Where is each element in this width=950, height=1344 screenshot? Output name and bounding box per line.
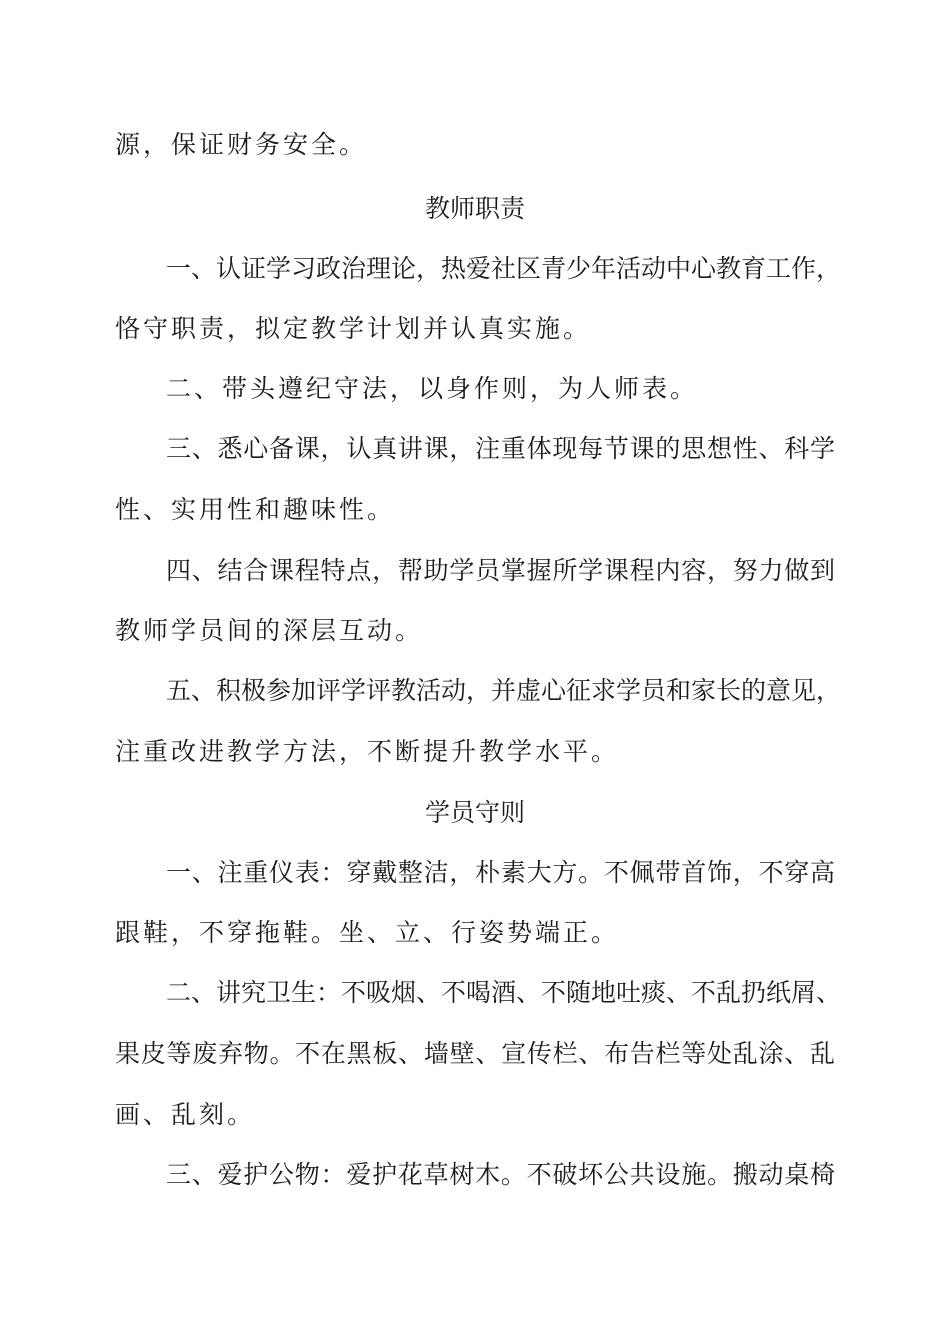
student-item-2-line-1: 二、讲究卫生：不吸烟、不喝酒、不随地吐痰、不乱扔纸屑、 bbox=[166, 978, 842, 1007]
teacher-item-2-line-1: 二、带头遵纪守法，以身作则，为人师表。 bbox=[166, 374, 699, 403]
student-item-1-line-2: 跟鞋，不穿拖鞋。坐、立、行姿势端正。 bbox=[115, 918, 620, 947]
teacher-item-1-line-2: 恪守职责，拟定教学计划并认真实施。 bbox=[115, 314, 592, 343]
carryover-text: 源，保证财务安全。 bbox=[115, 130, 368, 159]
teacher-item-1-line-1: 一、认证学习政治理论，热爱社区青少年活动中心教育工作， bbox=[166, 254, 842, 283]
student-item-2-line-2: 果皮等废弃物。不在黑板、墙壁、宣传栏、布告栏等处乱涂、乱 bbox=[115, 1039, 835, 1068]
student-item-3-line-1: 三、爱护公物：爱护花草树木。不破坏公共设施。搬动桌椅 bbox=[166, 1160, 835, 1189]
section-heading-student: 学员守则 bbox=[424, 798, 525, 827]
teacher-item-4-line-1: 四、结合课程特点，帮助学员掌握所学课程内容，努力做到 bbox=[166, 556, 835, 585]
section-heading-teacher: 教师职责 bbox=[424, 194, 525, 223]
teacher-item-5-line-1: 五、积极参加评学评教活动，并虚心征求学员和家长的意见， bbox=[166, 676, 842, 705]
teacher-item-5-line-2: 注重改进教学方法，不断提升教学水平。 bbox=[115, 737, 620, 766]
student-item-1-line-1: 一、注重仪表：穿戴整洁，朴素大方。不佩带首饰，不穿高 bbox=[166, 858, 835, 887]
teacher-item-4-line-2: 教师学员间的深层互动。 bbox=[115, 616, 424, 645]
student-item-2-line-3: 画、乱刻。 bbox=[115, 1100, 256, 1129]
teacher-item-3-line-1: 三、悉心备课，认真讲课，注重体现每节课的思想性、科学 bbox=[166, 434, 835, 463]
teacher-item-3-line-2: 性、实用性和趣味性。 bbox=[115, 495, 396, 524]
